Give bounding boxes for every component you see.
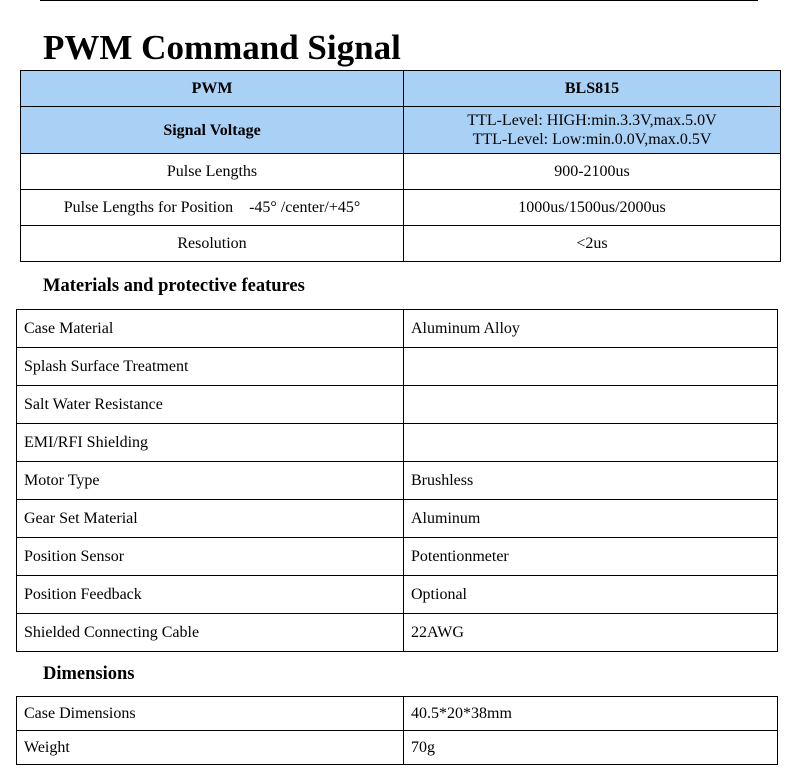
row-value: Optional [404, 576, 778, 614]
row-label: Weight [17, 731, 404, 765]
row-label: Case Material [17, 310, 404, 348]
row-label: Pulse Lengths for Position -45° /center/+45° [21, 190, 404, 226]
signal-voltage-high: TTL-Level: HIGH:min.3.3V,max.5.0V [467, 112, 717, 129]
row-label: Position Feedback [17, 576, 404, 614]
table-row [17, 614, 778, 652]
row-label: Pulse Lengths [21, 154, 404, 190]
row-value: 22AWG [404, 614, 778, 652]
table-row [17, 424, 778, 462]
row-value: Aluminum [404, 500, 778, 538]
row-value: 70g [404, 731, 778, 765]
table-row [17, 576, 778, 614]
table-row [17, 310, 778, 348]
row-value: 40.5*20*38mm [404, 697, 778, 731]
pwm-signal-table [20, 70, 781, 262]
table-row [17, 386, 778, 424]
table-header-row [21, 71, 781, 107]
table-row [21, 190, 781, 226]
table-row [17, 462, 778, 500]
row-value [404, 424, 778, 462]
row-value: Potentionmeter [404, 538, 778, 576]
row-label: Shielded Connecting Cable [17, 614, 404, 652]
row-label: Splash Surface Treatment [17, 348, 404, 386]
table-row [17, 500, 778, 538]
table-row [17, 731, 778, 765]
signal-voltage-row [21, 107, 781, 154]
table-row [21, 154, 781, 190]
row-label: Case Dimensions [17, 697, 404, 731]
row-label: Resolution [21, 226, 404, 262]
table-row [21, 226, 781, 262]
row-value: Brushless [404, 462, 778, 500]
row-value [404, 348, 778, 386]
signal-voltage-low: TTL-Level: Low:min.0.0V,max.0.5V [472, 131, 712, 148]
row-label: EMI/RFI Shielding [17, 424, 404, 462]
dimensions-table [16, 696, 778, 765]
header-cell-model: BLS815 [404, 71, 781, 107]
materials-heading: Materials and protective features [43, 276, 305, 296]
table-row [17, 538, 778, 576]
row-value: <2us [404, 226, 781, 262]
dimensions-heading: Dimensions [43, 664, 135, 684]
row-value: 900-2100us [404, 154, 781, 190]
signal-voltage-label: Signal Voltage [21, 107, 404, 154]
row-label: Salt Water Resistance [17, 386, 404, 424]
header-cell-pwm: PWM [21, 71, 404, 107]
table-row [17, 697, 778, 731]
page-title: PWM Command Signal [43, 28, 401, 67]
signal-voltage-value [404, 107, 781, 154]
table-row [17, 348, 778, 386]
row-value [404, 386, 778, 424]
row-value: Aluminum Alloy [404, 310, 778, 348]
materials-table [16, 309, 778, 652]
row-label: Position Sensor [17, 538, 404, 576]
row-label: Motor Type [17, 462, 404, 500]
row-value: 1000us/1500us/2000us [404, 190, 781, 226]
row-label: Gear Set Material [17, 500, 404, 538]
top-rule [40, 0, 758, 1]
